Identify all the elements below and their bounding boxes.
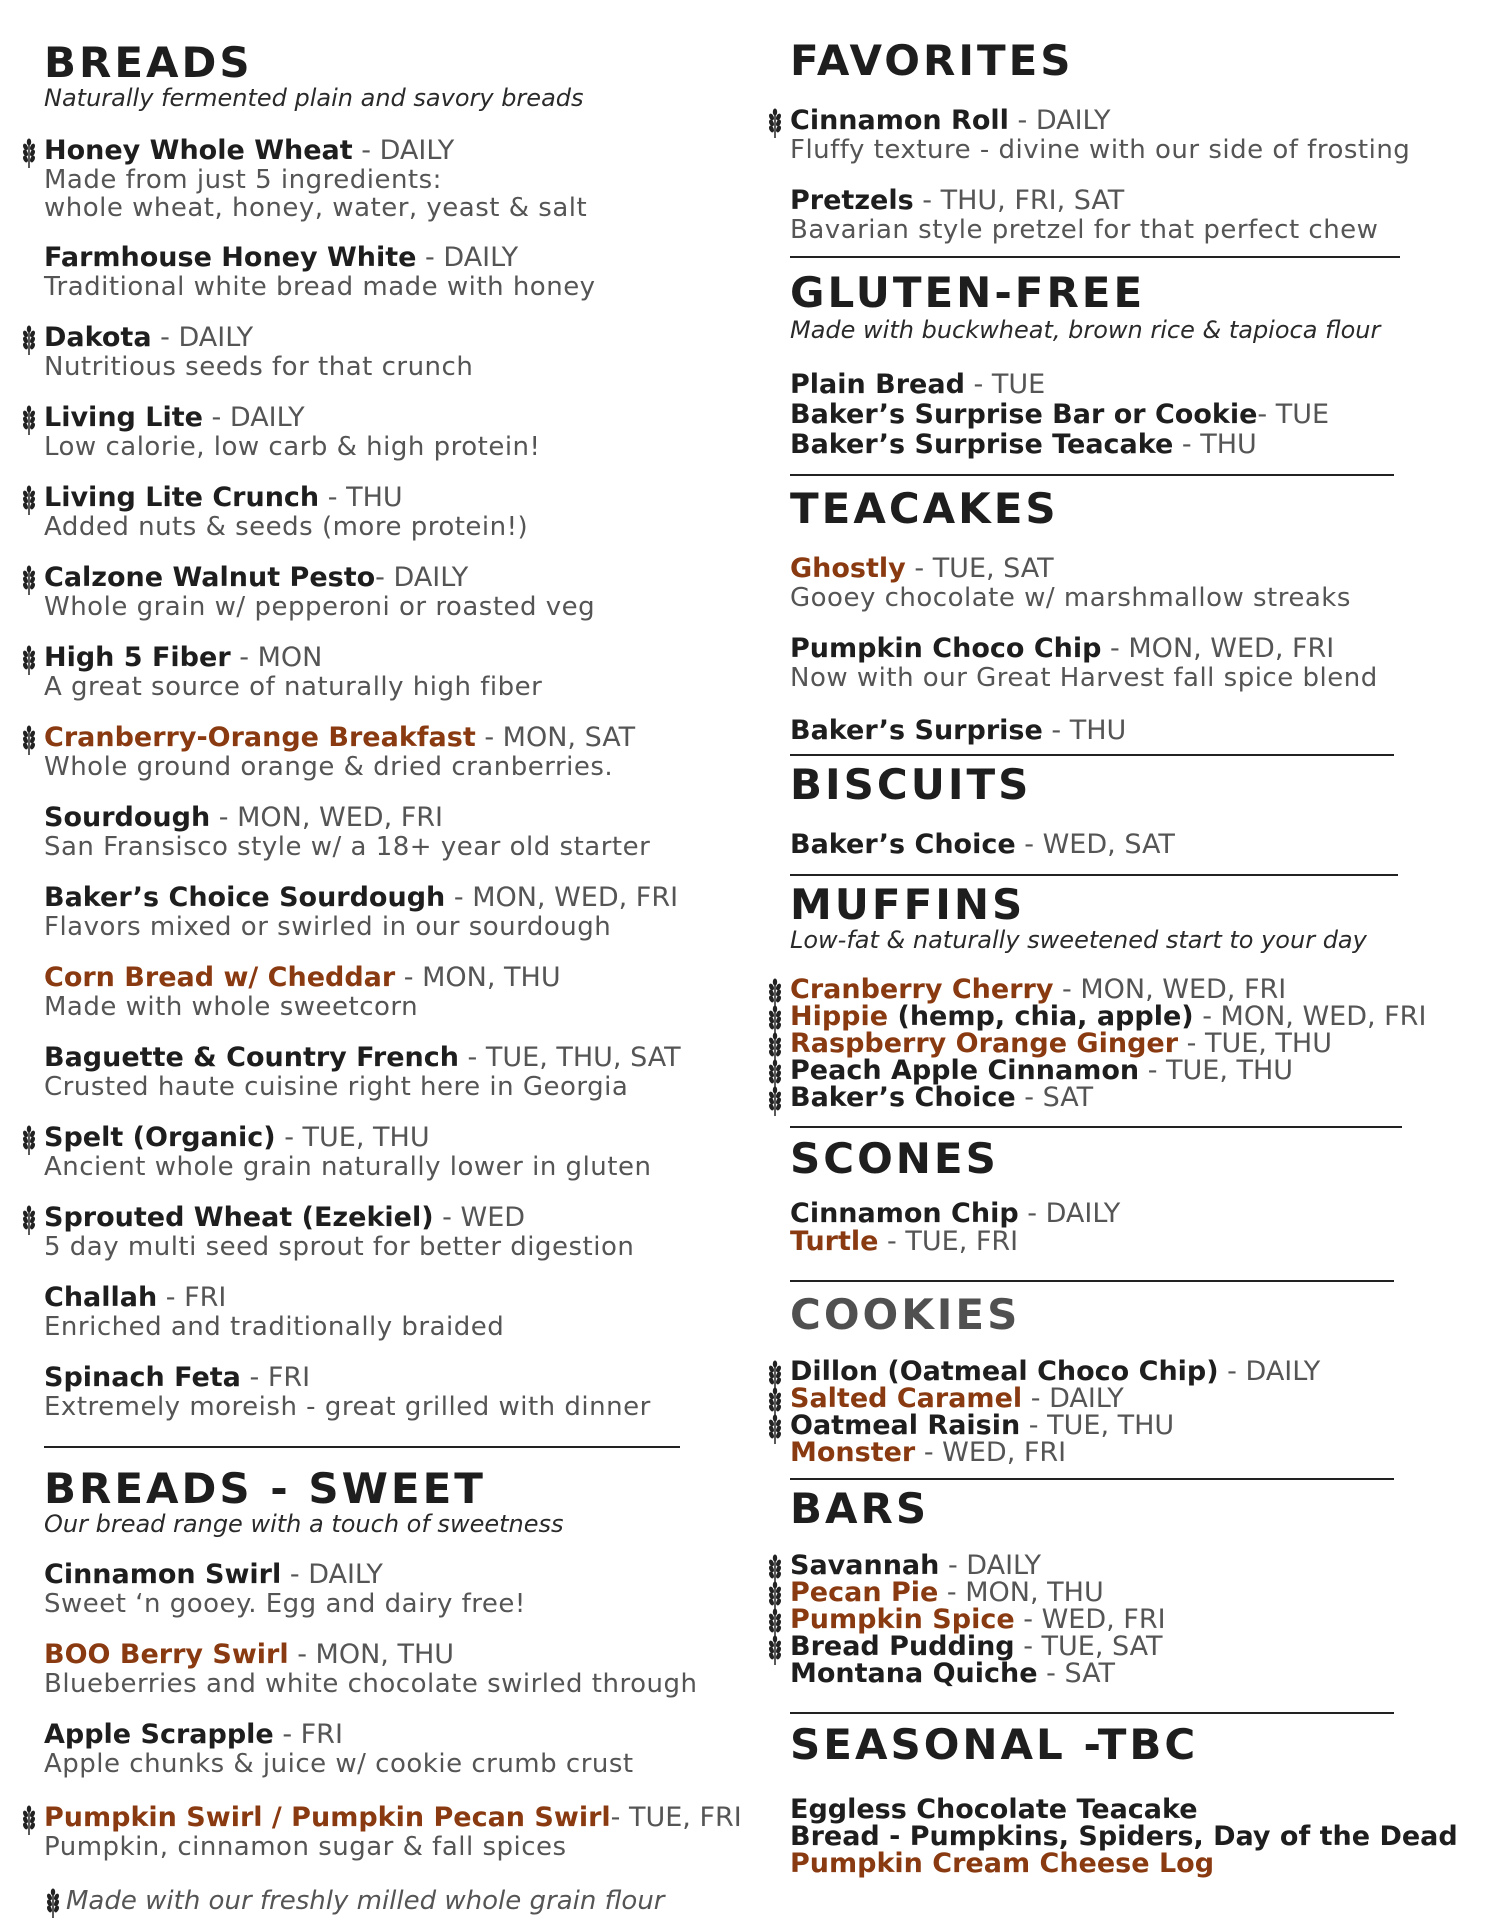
wheat-icon [20,725,38,755]
item-name: Cinnamon Swirl [44,1559,282,1590]
menu-item: Sprouted Wheat (Ezekiel) - WED 5 day multi seed sprout for better digestion [44,1203,634,1261]
item-days: DAILY [966,1550,1041,1581]
item-name: Baker’s Choice Sourdough [44,882,446,913]
item-days: FRI [300,1719,343,1750]
item-description: Crusted haute cuisine right here in Georgia [44,1072,629,1102]
item-name: Corn Bread w/ Cheddar [44,962,396,993]
wheat-icon [44,1888,62,1918]
menu-item: Farmhouse Honey White - DAILY Traditional white bread made with honey [44,242,596,302]
wheat-icon [766,1581,784,1611]
menu-item: Baker’s Surprise - THU [790,715,1127,746]
item-name: Savannah [790,1550,940,1581]
item-days: MON, WED, FRI [1128,633,1335,664]
item-name: Salted Caramel [790,1383,1023,1414]
section-divider [790,1712,1394,1714]
item-description: Whole ground orange & dried cranberries. [44,752,614,782]
wheat-icon [20,645,38,675]
item-days: DAILY [1035,105,1111,136]
item-days: DAILY [1049,1383,1124,1414]
wheat-icon [20,485,38,515]
wheat-icon [20,1805,38,1835]
item-days: WED, FRI [1041,1604,1166,1635]
item-name: Dillon (Oatmeal Choco Chip) [790,1356,1219,1387]
item-days: WED [460,1202,526,1233]
item-name: Monster [790,1437,916,1468]
item-name: Cinnamon Roll [790,105,1009,136]
item-description: Blueberries and white chocolate swirled through [44,1669,698,1699]
seasonal-heading: SEASONAL -TBC [790,1720,1199,1769]
item-days: MON, THU [965,1577,1104,1608]
item-name: Farmhouse Honey White [44,242,417,273]
menu-item: Challah - FRI Enriched and traditionally braided [44,1282,505,1342]
item-name: Cranberry Cherry [790,974,1054,1005]
wheat-icon [766,1360,784,1390]
favorites-heading: FAVORITES [790,36,1074,85]
item-days: THU [1069,715,1127,746]
menu-item: Cinnamon Roll - DAILY Fluffy texture - divine with our side of frosting [790,106,1410,164]
item-days: MON, THU [315,1639,455,1670]
menu-item: Living Lite Crunch - THU Added nuts & seeds (more protein!) [44,483,528,541]
item-days: DAILY [443,242,519,273]
item-name: Sourdough [44,802,211,833]
section-divider [44,1446,680,1448]
item-name: Oatmeal Raisin [790,1410,1021,1441]
item-name: Pecan Pie [790,1577,939,1608]
item-days: SAT [1064,1658,1116,1689]
item-name: Pretzels [790,185,914,216]
item-name: Hippie [790,1001,889,1032]
item-name: Plain Bread [790,369,965,400]
item-description: Made from just 5 ingredients: [44,165,442,195]
section-divider [790,1280,1394,1282]
teacakes-heading: TEACAKES [790,484,1059,533]
item-days: SAT [1042,1082,1094,1113]
wheat-icon [766,1635,784,1665]
item-name: High 5 Fiber [44,642,231,673]
item-description: Ancient whole grain naturally lower in gluten [44,1152,652,1182]
item-description: Nutritious seeds for that crunch [44,352,474,382]
item-description: Flavors mixed or swirled in our sourdough [44,912,612,942]
item-name: Montana Quiche [790,1658,1038,1689]
item-name: Pumpkin Choco Chip [790,633,1102,664]
item-days: DAILY [1245,1356,1321,1387]
item-description: Added nuts & seeds (more protein!) [44,512,529,542]
item-name: Living Lite Crunch [44,482,320,513]
menu-item: Cinnamon Swirl - DAILY Sweet ‘n gooey. Egg and dairy free! [44,1559,526,1619]
item-name: Baker’s Surprise Teacake [790,429,1174,460]
menu-item: Spelt (Organic) - TUE, THU Ancient whole grain naturally lower in gluten [44,1123,651,1181]
menu-item-group: Savannah - DAILY Pecan Pie - MON, THU Pumpkin Spice - WED, FRI Bread Pudding - TUE, SAT Montana Quiche - SAT [790,1552,1166,1687]
item-name: Baker’s Choice [790,829,1016,860]
menu-item: Calzone Walnut Pesto- DAILY Whole grain w/ pepperoni or roasted veg [44,563,595,621]
item-description: 5 day multi seed sprout for better digestion [44,1232,635,1262]
wheat-icon [20,1205,38,1235]
menu-item-group: Cranberry Cherry - MON, WED, FRI Hippie (hemp, chia, apple) - MON, WED, FRI Raspberry Orange Ginger - TUE, THU Peach Apple Cinnamon - TUE, THU Baker’s Choice - SAT [790,976,1426,1111]
item-name: Baker’s Choice [790,1082,1016,1113]
menu-item: Living Lite - DAILY Low calorie, low carb & high protein! [44,403,540,461]
item-description: Enriched and traditionally braided [44,1312,505,1342]
item-description: Made with whole sweetcorn [44,992,419,1022]
item-description: San Fransisco style w/ a 18+ year old starter [44,832,651,862]
item-days: TUE, THU [1166,1055,1294,1086]
item-days: MON, THU [422,962,561,993]
wheat-icon [20,325,38,355]
item-days: THU [1200,429,1257,460]
menu-item: Apple Scrapple - FRI Apple chunks & juice w/ cookie crumb crust [44,1719,634,1779]
wheat-icon [20,1125,38,1155]
item-name: Turtle [790,1226,879,1257]
wheat-icon [766,1554,784,1584]
item-description: Now with our Great Harvest fall spice blend [790,663,1378,693]
menu-item: Corn Bread w/ Cheddar - MON, THU Made with whole sweetcorn [44,962,561,1022]
item-days: DAILY [379,135,455,166]
menu-item: BOO Berry Swirl - MON, THU Blueberries and white chocolate swirled through [44,1639,698,1699]
item-description: Fluffy texture - divine with our side of frosting [790,135,1411,165]
item-days: TUE, THU [1047,1410,1175,1441]
breads-subtitle: Naturally fermented plain and savory breads [44,84,584,112]
item-name: Sprouted Wheat (Ezekiel) [44,1202,434,1233]
menu-item: Pretzels - THU, FRI, SAT Bavarian style pretzel for that perfect chew [790,185,1379,245]
menu-item: Baker’s Choice - WED, SAT [790,829,1175,860]
breads-heading: BREADS [44,38,253,87]
item-days: MON, WED, FRI [237,802,443,833]
menu-item: High 5 Fiber - MON A great source of naturally high fiber [44,643,542,701]
item-days: THU, FRI, SAT [940,185,1125,216]
item-days: MON, WED, FRI [472,882,679,913]
item-name: Cranberry-Orange Breakfast [44,722,476,753]
wheat-icon [20,405,38,435]
item-name: Bread Pudding [790,1631,1015,1662]
item-days: MON, SAT [502,722,636,753]
item-days: DAILY [393,562,469,593]
section-divider [790,256,1400,258]
section-divider [790,874,1398,876]
item-name: Challah [44,1282,158,1313]
item-description: Extremely moreish - great grilled with dinner [44,1392,651,1422]
item-name: Ghostly [790,553,906,584]
menu-item-group: Dillon (Oatmeal Choco Chip) - DAILY Salted Caramel - DAILY Oatmeal Raisin - TUE, THU Monster - WED, FRI [790,1358,1320,1466]
wheat-icon [766,108,784,138]
menu-item: Cranberry-Orange Breakfast - MON, SAT Whole ground orange & dried cranberries. [44,723,635,781]
item-days: WED, SAT [1042,829,1175,860]
item-name: Pumpkin Spice [790,1604,1015,1635]
section-divider [790,754,1394,756]
wheat-icon [766,1414,784,1444]
item-days: TUE [1275,399,1330,430]
item-days: DAILY [178,322,254,353]
item-name: Apple Scrapple [44,1719,274,1750]
item-description: Sweet ‘n gooey. Egg and dairy free! [44,1589,526,1619]
item-days: TUE, FRI [628,1802,742,1833]
section-divider [790,1478,1394,1480]
item-name: Peach Apple Cinnamon [790,1055,1140,1086]
item-days: TUE, THU [302,1122,430,1153]
item-name: Spinach Feta [44,1362,241,1393]
breads-sweet-subtitle: Our bread range with a touch of sweetness [44,1510,564,1538]
item-name: Baker’s Surprise Bar or Cookie [790,399,1258,430]
menu-item: Ghostly - TUE, SAT Gooey chocolate w/ marshmallow streaks [790,553,1351,613]
menu-item: Pumpkin Swirl / Pumpkin Pecan Swirl- TUE, FRI Pumpkin, cinnamon sugar & fall spices [44,1803,742,1861]
menu-item: Plain Bread - TUE Baker’s Surprise Bar or Cookie- TUE Baker’s Surprise Teacake - THU [790,369,1330,460]
item-name: Dakota [44,322,152,353]
item-description: Low calorie, low carb & high protein! [44,432,541,462]
wheat-icon [20,565,38,595]
item-name: Baguette & Country French [44,1042,459,1073]
wheat-icon [766,978,784,1008]
item-days: DAILY [1045,1198,1121,1229]
item-name: Pumpkin Swirl / Pumpkin Pecan Swirl [44,1802,611,1833]
menu-item: Sourdough - MON, WED, FRI San Fransisco style w/ a 18+ year old starter [44,802,651,862]
item-days: THU [346,482,403,513]
menu-item: Pumpkin Choco Chip - MON, WED, FRI Now with our Great Harvest fall spice blend [790,633,1378,693]
biscuits-heading: BISCUITS [790,760,1032,809]
item-days: TUE, SAT [1041,1631,1163,1662]
item-description: whole wheat, honey, water, yeast & salt [44,193,588,223]
item-description: Bavarian style pretzel for that perfect chew [790,215,1379,245]
item-description: Whole grain w/ pepperoni or roasted veg [44,592,596,622]
cookies-heading: COOKIES [790,1290,1021,1339]
item-description: Apple chunks & juice w/ cookie crumb crust [44,1749,634,1779]
item-name: Living Lite [44,402,203,433]
item-days: TUE, THU, SAT [485,1042,681,1073]
wheat-icon [766,1086,784,1116]
muffins-heading: MUFFINS [790,880,1026,929]
scones-heading: SCONES [790,1134,999,1183]
menu-item-group: Cinnamon Chip - DAILY Turtle - TUE, FRI [790,1198,1121,1257]
item-name: Eggless Chocolate Teacake [790,1794,1198,1825]
item-days: TUE, FRI [905,1226,1019,1257]
wheat-icon [20,138,38,168]
item-name: Spelt (Organic) [44,1122,276,1153]
item-name: Baker’s Surprise [790,715,1043,746]
menu-item: Dakota - DAILY Nutritious seeds for that crunch [44,323,473,381]
menu-item: Honey Whole Wheat - DAILY Made from just 5 ingredients: whole wheat, honey, water, yeast & salt [44,136,587,222]
item-days: MON [257,642,323,673]
item-name: Bread - Pumpkins, Spiders, Day of the Dead [790,1821,1458,1852]
wheat-icon [766,1059,784,1089]
menu-item: Baguette & Country French - TUE, THU, SAT Crusted haute cuisine right here in Georgia [44,1042,681,1102]
wheat-icon [766,1005,784,1035]
item-days: TUE, THU [1204,1028,1332,1059]
wheat-icon [766,1387,784,1417]
section-divider [790,474,1394,476]
bars-heading: BARS [790,1484,930,1533]
section-divider [790,1126,1402,1128]
muffins-subtitle: Low-fat & naturally sweetened start to your day [790,926,1367,954]
item-name: Cinnamon Chip [790,1198,1019,1229]
item-days: MON, WED, FRI [1220,1001,1427,1032]
gluten-free-heading: GLUTEN-FREE [790,268,1146,317]
item-description: Gooey chocolate w/ marshmallow streaks [790,583,1351,613]
gluten-free-subtitle: Made with buckwheat, brown rice & tapioca flour [790,316,1381,344]
menu-item-group [790,1796,1458,1877]
item-name: Honey Whole Wheat [44,135,353,166]
item-days: DAILY [229,402,305,433]
item-name: Raspberry Orange Ginger [790,1028,1179,1059]
wheat-icon [766,1032,784,1062]
menu-item: Baker’s Choice Sourdough - MON, WED, FRI Flavors mixed or swirled in our sourdough [44,882,679,942]
breads-sweet-heading: BREADS - SWEET [44,1464,486,1513]
item-days: FRI [267,1362,311,1393]
item-days: DAILY [308,1559,383,1590]
item-days: MON, WED, FRI [1080,974,1287,1005]
item-description: Traditional white bread made with honey [44,272,596,302]
item-days: TUE, SAT [932,553,1054,584]
item-description: A great source of naturally high fiber [44,672,543,702]
item-days: TUE [991,369,1046,400]
menu-item: Spinach Feta - FRI Extremely moreish - great grilled with dinner [44,1362,651,1422]
item-name: Calzone Walnut Pesto [44,562,376,593]
item-days: WED, FRI [942,1437,1067,1468]
item-name: Pumpkin Cream Cheese Log [790,1848,1215,1879]
item-description: Pumpkin, cinnamon sugar & fall spices [44,1832,567,1862]
wheat-icon [766,1608,784,1638]
item-days: FRI [184,1282,227,1313]
footnote: Made with our freshly milled whole grain flour [66,1886,665,1916]
item-name: BOO Berry Swirl [44,1639,289,1670]
